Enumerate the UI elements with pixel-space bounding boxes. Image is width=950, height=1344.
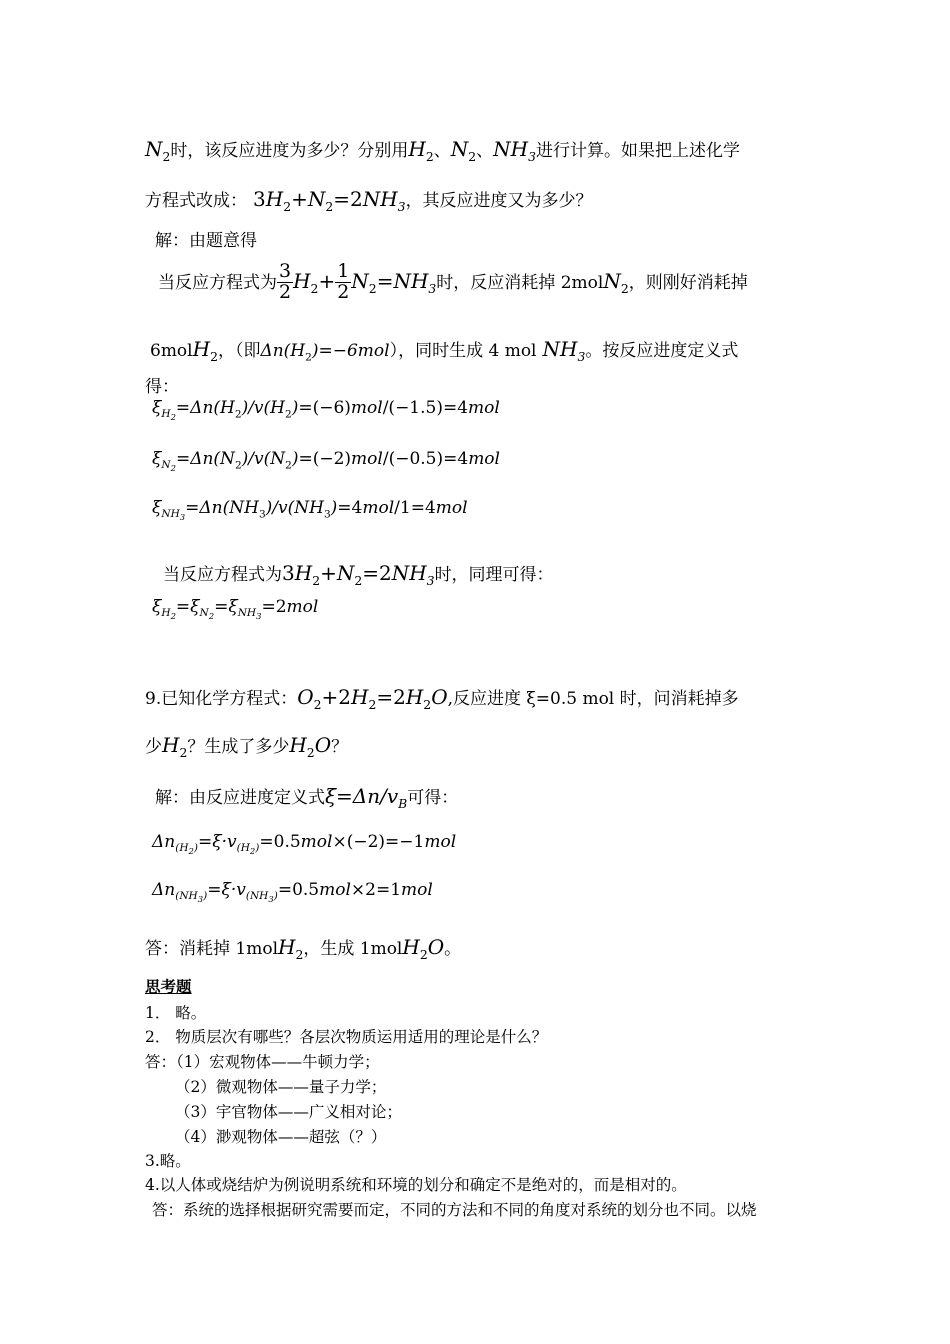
equation-fraction: $\frac{3}{2}$ $H_2+$ $\frac{1}{2}$ $N_2=NH_3$ <box>279 260 437 303</box>
text: ，（即 <box>217 341 261 361</box>
delta-n-formula: $\Delta n(H_2)=-6mol$ <box>260 341 390 364</box>
paragraph-line-1 <box>145 136 740 164</box>
equation: $3H_2+N_2=2NH_3$ <box>282 561 435 588</box>
section-title: 思考题 <box>145 977 192 996</box>
formula-h2: $H_2$ <box>192 337 218 364</box>
equation: $3H_2+N_2=2NH_3$ <box>253 187 406 214</box>
text: 进行计算。如果把上述化学 <box>535 141 740 161</box>
text: 少 <box>145 737 162 757</box>
question-9-solution <box>155 783 458 811</box>
text: 6mol <box>150 341 193 361</box>
paragraph-line-4 <box>158 262 748 303</box>
formula-h2o: $H_2O$ <box>402 935 445 962</box>
text: 9.已知化学方程式： <box>145 689 298 709</box>
equation-xi-h2: $\xi_{H_2}=\Delta n(H_2)/v(H_2)=(-6)mol/(-1.5)=4mol$ <box>152 398 500 423</box>
question-9-line-2 <box>145 732 348 760</box>
text: 方程式改成： <box>145 191 247 211</box>
text: 时，同理可得： <box>434 565 554 585</box>
formula-h2: $H_2$ <box>162 733 188 760</box>
think-line: 答：系统的选择根据研究需要而定，不同的方法和不同的角度对系统的划分也不同。以烧 <box>152 1201 757 1219</box>
equation-xi-n2: $\xi_{N_2}=\Delta n(N_2)/v(N_2)=(-2)mol/(-0.5)=4mol$ <box>152 449 500 474</box>
text: 解：由反应进度定义式 <box>155 788 325 808</box>
text-de: 得： <box>145 377 179 397</box>
equation-delta-nh3: $\Delta n_{(NH_3)}=\xi\cdot v_{(NH_3)}=0.5mol\times 2=1mol$ <box>152 880 433 905</box>
think-line: 1． 略。 <box>145 1004 207 1022</box>
text: 时，反应消耗掉 2mol <box>436 272 604 293</box>
formula-h2: $H_2$ <box>408 137 434 164</box>
equation-xi-nh3: $\xi_{NH_3}=\Delta n(NH_3)/v(NH_3)=4mol/1=4mol$ <box>152 498 468 523</box>
text: 答：消耗掉 1mol <box>145 939 279 959</box>
formula-nh3: $NH_3$ <box>542 337 586 364</box>
text: ,反应进度 ξ=0.5 mol 时，问消耗掉多 <box>447 689 739 709</box>
think-line: （2）微观物体——量子力学； <box>175 1078 387 1096</box>
paragraph-line-5 <box>150 336 738 364</box>
formula-n2: $N_2$ <box>603 268 629 296</box>
formula-n2: $N_2$ <box>145 137 171 164</box>
think-line: （4）渺观物体——超弦（？） <box>175 1128 387 1146</box>
text: ，生成 1mol <box>303 939 403 959</box>
paragraph-line-10 <box>163 560 554 588</box>
solution-label: 解：由题意得 <box>155 231 257 251</box>
question-9-line-1 <box>145 684 739 712</box>
text: ？ <box>331 737 349 757</box>
formula-h2o: $H_2O$ <box>289 733 332 760</box>
think-line: 3.略。 <box>145 1152 191 1170</box>
text: 、 <box>433 141 451 161</box>
text: 可得： <box>407 788 459 808</box>
equation-xi-all: $\xi_{H_2}=\xi_{N_2}=\xi_{NH_3}=2mol$ <box>152 597 319 622</box>
definition-formula: $\xi=\Delta n/v_B$ <box>325 784 408 811</box>
text: 。 <box>444 939 462 959</box>
think-line: 2． 物质层次有哪些？各层次物质运用适用的理论是什么？ <box>145 1028 548 1046</box>
text: ），同时生成 4 mol <box>389 341 537 361</box>
text: 时，该反应进度为多少？分别用 <box>170 141 409 161</box>
text: 当反应方程式为 <box>158 272 277 293</box>
formula-n2: $N_2$ <box>450 137 477 164</box>
equation: $O_2+2H_2=2H_2O$ <box>297 685 448 712</box>
equation-delta-h2: $\Delta n_{(H_2)}=\xi\cdot v_{(H_2)}=0.5mol\times(-2)=-1mol$ <box>152 832 457 857</box>
text: 当反应方程式为 <box>163 565 282 585</box>
text: 。按反应进度定义式 <box>585 341 739 361</box>
think-line: （3）宇官物体——广义相对论； <box>175 1103 402 1121</box>
text: 、 <box>476 141 494 161</box>
text: ？生成了多少 <box>187 737 290 757</box>
think-line: 答：（1）宏观物体——牛顿力学； <box>145 1053 380 1071</box>
paragraph-line-2 <box>145 186 593 214</box>
text: ，则刚好消耗掉 <box>628 272 748 293</box>
formula-nh3: $NH_3$ <box>493 137 536 164</box>
text: ，其反应进度又为多少？ <box>405 191 593 211</box>
formula-h2: $H_2$ <box>278 935 304 962</box>
question-9-answer <box>145 934 461 962</box>
think-line: 4.以人体或烧结炉为例说明系统和环境的划分和确定不是绝对的，而是相对的。 <box>145 1176 687 1194</box>
